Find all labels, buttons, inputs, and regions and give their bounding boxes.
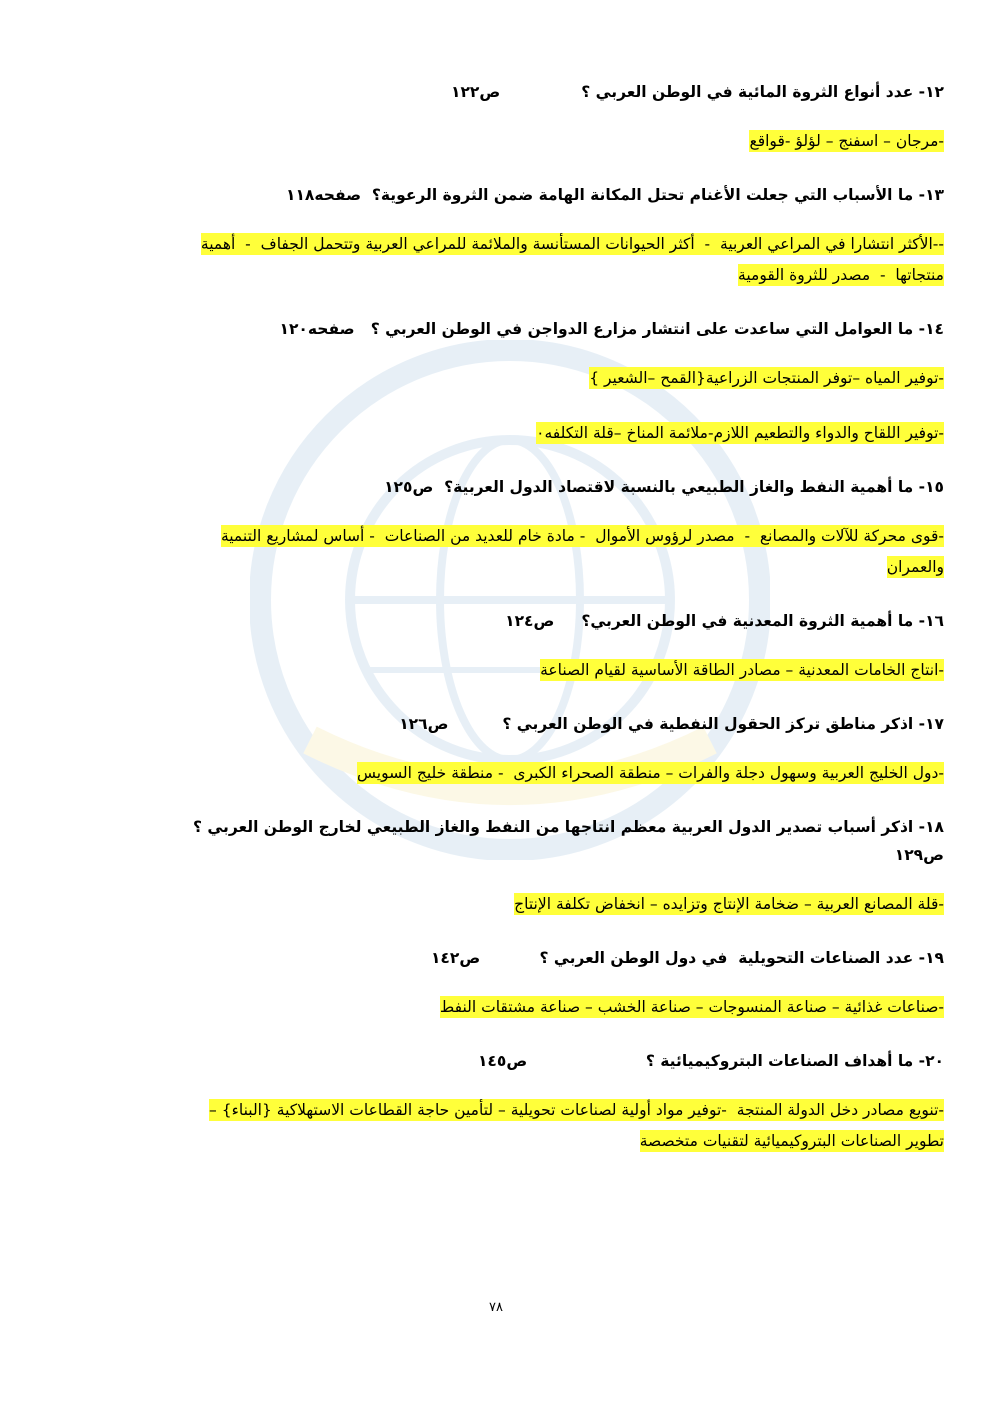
answer-block [78, 1095, 944, 1157]
question-text: ١٨- اذكر أسباب تصدير الدول العربية معظم انتاجها من النفط والغاز الطبيعي لخارج الوطن العربي ؟ ص١٢٩ [192, 818, 944, 864]
answer-block [78, 992, 944, 1023]
answer-line: --الأكثر انتشارا في المراعي العربية - أكثر الحيوانات المستأنسة والملائمة للمراعي العربية وتتحمل الجفاف - أهمية [200, 235, 944, 253]
answer-line: -قلة المصانع العربية – ضخامة الإنتاج وتزايده – انخفاض تكلفة الإنتاج [514, 895, 944, 913]
answer-block [78, 418, 944, 449]
answer-line: -دول الخليج العربية وسهول دجلة والفرات – منطقة الصحراء الكبرى - منطقة خليج السويس [357, 764, 944, 782]
question-text: ١٣- ما الأسباب التي جعلت الأغنام تحتل المكانة الهامة ضمن الثروة الرعوية؟ صفحه١١٨ [286, 186, 944, 204]
question-text: ٢٠- ما أهداف الصناعات البتروكيميائية ؟ ص١٤٥ [477, 1052, 944, 1070]
answer-block [78, 758, 944, 789]
answer-block [78, 229, 944, 291]
document-page [78, 78, 944, 1181]
answer-block [78, 889, 944, 920]
question-text: ١٩- عدد الصناعات التحويلية في دول الوطن العربي ؟ ص١٤٢ [430, 949, 944, 967]
question-text: ١٥- ما أهمية النفط والغاز الطبيعي بالنسبة لاقتصاد الدول العربية؟ ص١٢٥ [384, 478, 944, 496]
answer-line: -قوى محركة للآلات والمصانع - مصدر لرؤوس الأموال - مادة خام للعديد من الصناعات - أساس لمشاريع التنمية [220, 527, 944, 545]
answer-line: والعمران [886, 558, 944, 576]
question-text: ١٤- ما العوامل التي ساعدت على انتشار مزارع الدواجن في الوطن العربي ؟ صفحه١٢٠ [279, 320, 944, 338]
question-text: ١٢- عدد أنواع الثروة المائية في الوطن العربي ؟ ص١٢٢ [451, 83, 944, 101]
question-text: ١٧- اذكر مناطق تركز الحقول النفطية في الوطن العربي ؟ ص١٢٦ [399, 715, 944, 733]
question-text: ١٦- ما أهمية الثروة المعدنية في الوطن العربي؟ ص١٢٤ [505, 612, 944, 630]
answer-line: -صناعات غذائية – صناعة المنسوجات – صناعة الخشب – صناعة مشتقات النفط [439, 998, 944, 1016]
answer-line: تطوير الصناعات البتروكيميائية لتقنيات متخصصة [639, 1132, 944, 1150]
answer-block [78, 521, 944, 583]
page-number: ٧٨ [489, 1300, 503, 1315]
answer-line: -توفير اللقاح والدواء والتطعيم اللازم-ملائمة المناخ –قلة التكلفه٠ [536, 424, 944, 442]
answer-line: -تنويع مصادر دخل الدولة المنتجة -توفير مواد أولية لصناعات تحويلية – لتأمين حاجة القطاعات الاستهلاكية {البناء} – [209, 1101, 944, 1119]
answer-block [78, 126, 944, 157]
answer-block [78, 363, 944, 394]
answer-line: -مرجان – اسفنج – لؤلؤ -قواقع [749, 132, 944, 150]
answer-line: -توفير المياه –توفر المنتجات الزراعية{القمح –الشعير } [589, 369, 944, 387]
answer-block [78, 655, 944, 686]
answer-line: -انتاج الخامات المعدنية – مصادر الطاقة الأساسية لقيام الصناعة [540, 661, 944, 679]
answer-line: منتجاتها - مصدر للثروة القومية [738, 266, 944, 284]
